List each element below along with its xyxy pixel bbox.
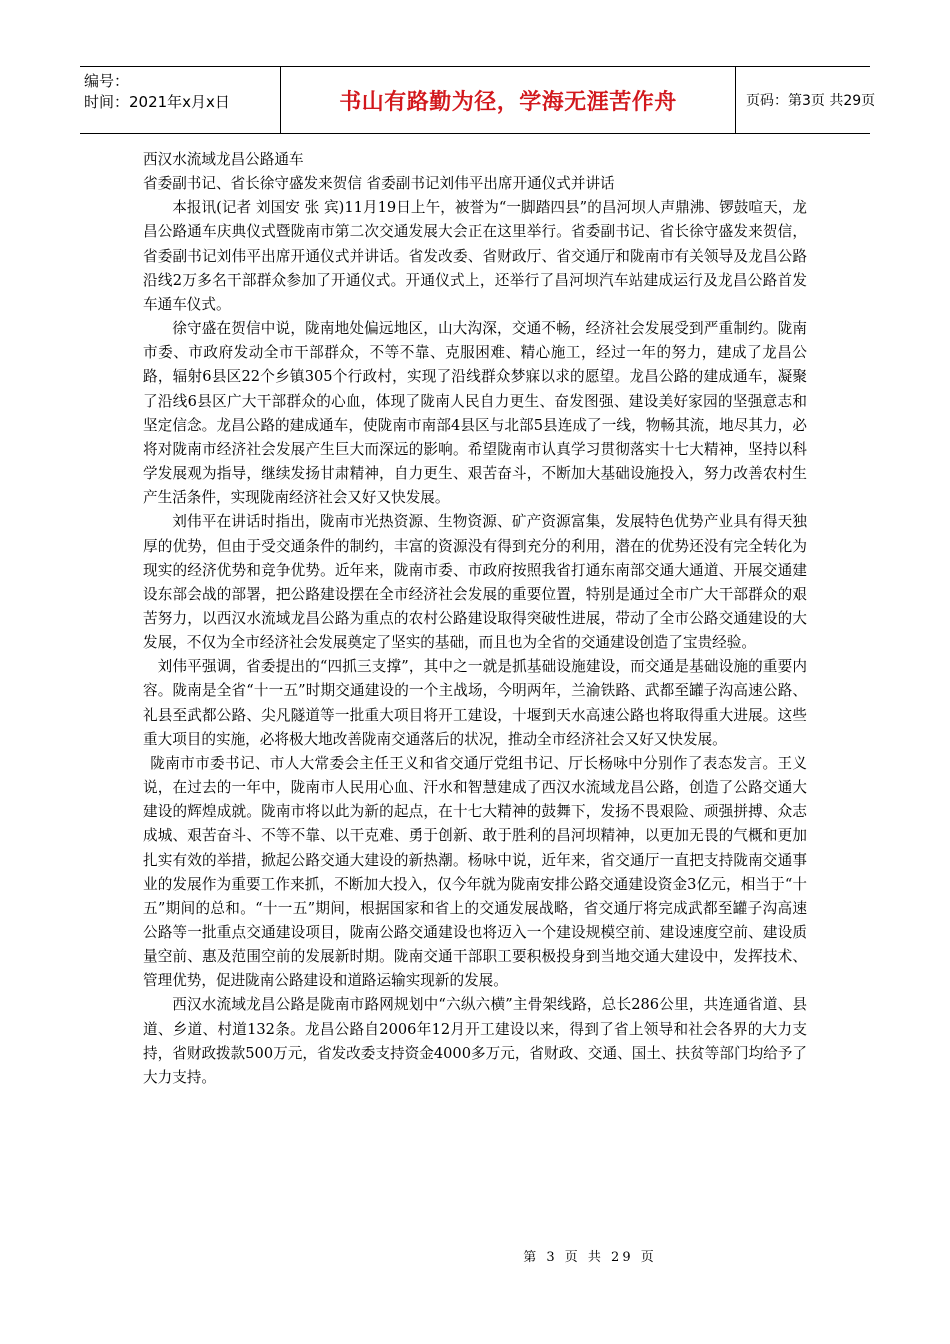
page-footer [0, 1246, 950, 1265]
date-line: 时间：2021年x月x日 [84, 93, 230, 111]
article-title: 西汉水流域龙昌公路通车 [143, 151, 304, 168]
paragraph: 徐守盛在贺信中说，陇南地处偏远地区，山大沟深，交通不畅，经济社会发展受到严重制约。陇南市委、市政府发动全市干部群众，不等不靠、克服困难、精心施工，经过一年的努力，建成了龙昌公路，辐射6县区22个乡镇305个行政村，实现了沿线群众梦寐以求的愿望。龙昌公路的建成通车，凝聚了沿线6县区广大干部群众的心血，体现了陇南人民自力更生、奋发图强、建设美好家园的坚强意志和坚定信念。龙昌公路的建成通车，使陇南市南部4县区与北部5县连成了一线，物畅其流，地尽其力，必将对陇南市经济社会发展产生巨大而深远的影响。希望陇南市认真学习贯彻落实十七大精神，坚持以科学发展观为指导，继续发扬甘肃精神，自力更生、艰苦奋斗，不断加大基础设施投入，努力改善农村生产生活条件，实现陇南经济社会又好又快发展。 [143, 320, 807, 507]
page-header [80, 66, 876, 134]
paragraph: 刘伟平在讲话时指出，陇南市光热资源、生物资源、矿产资源富集，发展特色优势产业具有得天独厚的优势，但由于受交通条件的制约，丰富的资源没有得到充分的利用，潜在的优势还没有完全转化为现实的经济优势和竞争优势。近年来，陇南市委、市政府按照我省打通东南部交通大通道、开展交通建设东部会战的部署，把公路建设摆在全市经济社会发展的重要位置，特别是通过全市广大干部群众的艰苦努力，以西汉水流域龙昌公路为重点的农村公路建设取得突破性进展，带动了全市公路交通建设的大发展，不仅为全市经济社会发展奠定了坚实的基础，而且也为全省的交通建设创造了宝贵经验。 [143, 513, 807, 652]
header-motto-cell [280, 67, 736, 133]
page-info: 页码：第3页 共29页 [746, 93, 876, 109]
article-body [143, 148, 807, 1090]
paragraph: 本报讯(记者 刘国安 张 宾)11月19日上午，被誉为“一脚踏四县”的昌河坝人声鼎沸、锣鼓喧天，龙昌公路通车庆典仪式暨陇南市第二次交通发展大会正在这里举行。省委副书记、省长徐守盛发来贺信，省委副书记刘伟平出席开通仪式并讲话。省发改委、省财政厅、省交通厅和陇南市有关领导及龙昌公路沿线2万多名干部群众参加了开通仪式。开通仪式上，还举行了昌河坝汽车站建成运行及龙昌公路首发车通车仪式。 [143, 199, 807, 313]
footer-page-number: 第 3 页 共 29 页 [523, 1250, 657, 1265]
paragraph: 西汉水流域龙昌公路是陇南市路网规划中“六纵六横”主骨架线路，总长286公里，共连通省道、县道、乡道、村道132条。龙昌公路自2006年12月开工建设以来，得到了省上领导和社会各界的大力支持，省财政拨款500万元，省发改委支持资金4000多万元，省财政、交通、国土、扶贫等部门均给予了大力支持。 [143, 996, 807, 1086]
article-subtitle: 省委副书记、省长徐守盛发来贺信 省委副书记刘伟平出席开通仪式并讲话 [143, 175, 615, 193]
motto: 书山有路勤为径，学海无涯苦作舟 [339, 89, 677, 115]
doc-number-label: 编号： [84, 72, 130, 90]
paragraph: 刘伟平强调，省委提出的“四抓三支撑”，其中之一就是抓基础设施建设，而交通是基础设施的重要内容。陇南是全省“十一五”时期交通建设的一个主战场，今明两年，兰渝铁路、武都至罐子沟高速公路、礼县至武都公路、尖凡隧道等一批重大项目将开工建设，十堰到天水高速公路也将取得重大进展。这些重大项目的实施，必将极大地改善陇南交通落后的状况，推动全市经济社会又好又快发展。 [143, 658, 807, 748]
header-meta [80, 67, 280, 133]
header-page-info [736, 67, 876, 133]
paragraph: 陇南市市委书记、市人大常委会主任王义和省交通厅党组书记、厅长杨咏中分别作了表态发言。王义说，在过去的一年中，陇南市人民用心血、汗水和智慧建成了西汉水流域龙昌公路，创造了公路交通大建设的辉煌成就。陇南市将以此为新的起点，在十七大精神的鼓舞下，发扬不畏艰险、顽强拼搏、众志成城、艰苦奋斗、不等不靠、以干克难、勇于创新、敢于胜利的昌河坝精神，以更加无畏的气概和更加扎实有效的举措，掀起公路交通大建设的新热潮。杨咏中说，近年来，省交通厅一直把支持陇南交通事业的发展作为重要工作来抓，不断加大投入，仅今年就为陇南安排公路交通建设资金3亿元，相当于“十五”期间的总和。“十一五”期间，根据国家和省上的交通发展战略，省交通厅将完成武都至罐子沟高速公路等一批重点交通建设项目，陇南公路交通建设也将迈入一个建设规模空前、建设速度空前、建设质量空前、惠及范围空前的发展新时期。陇南交通干部职工要积极投身到当地交通大建设中，发挥技术、管理优势，促进陇南公路建设和道路运输实现新的发展。 [143, 754, 807, 990]
